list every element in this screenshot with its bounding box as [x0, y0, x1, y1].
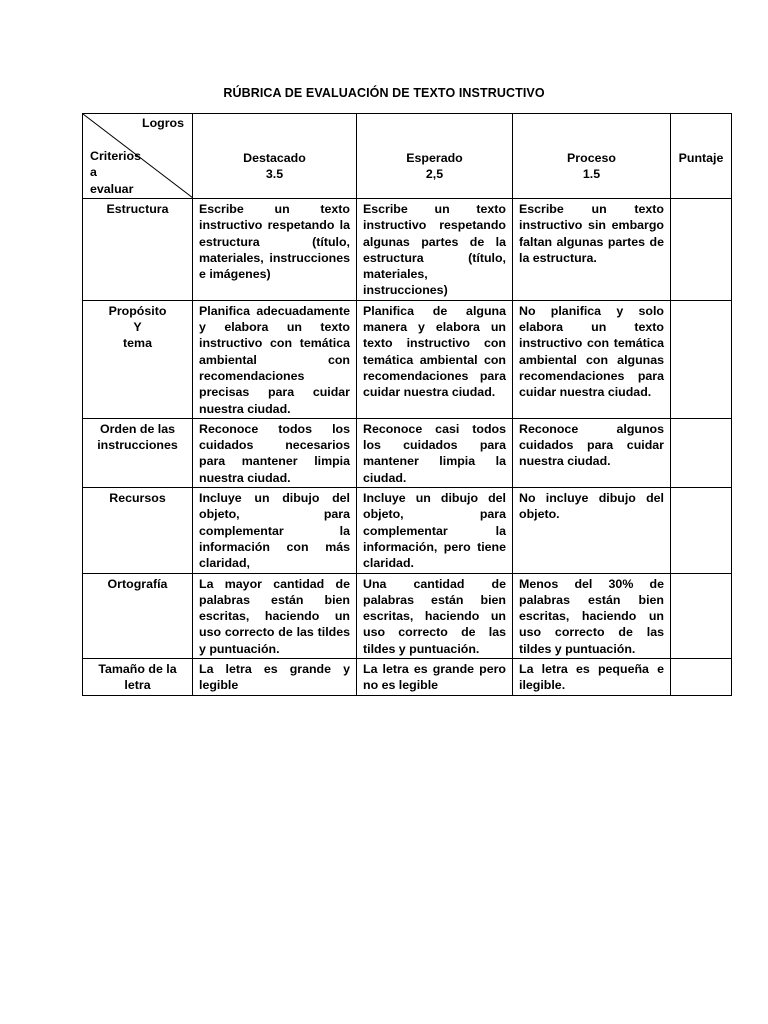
descriptor-proceso: Menos del 30% de palabras están bien escritas, haciendo un uso correcto de las tildes y puntuación. — [513, 573, 671, 658]
table-row — [83, 418, 732, 487]
level-header-esperado — [357, 114, 513, 199]
descriptor-destacado: Escribe un texto instructivo respetando la estructura (título, materiales, instrucciones e imágenes) — [193, 199, 357, 301]
criterion-label: Ortografía — [107, 576, 168, 591]
descriptor-proceso: Escribe un texto instructivo sin embargo faltan algunas partes de la estructura. — [513, 199, 671, 301]
descriptor-proceso: La letra es pequeña e ilegible. — [513, 659, 671, 696]
descriptor-proceso: No incluye dibujo del objeto. — [513, 488, 671, 573]
criterion-cell — [83, 300, 193, 418]
level-score: 3.5 — [265, 167, 284, 182]
table-row — [83, 199, 732, 301]
descriptor-destacado: La letra es grande y legible — [193, 659, 357, 696]
criterion-cell — [83, 418, 193, 487]
puntaje-label: Puntaje — [678, 151, 724, 165]
corner-header-cell — [83, 114, 193, 199]
rubric-table — [82, 113, 732, 696]
header-row — [83, 114, 732, 199]
criterion-cell — [83, 199, 193, 301]
table-row — [83, 573, 732, 658]
descriptor-proceso: No planifica y solo elabora un texto instructivo con temática ambiental con algunas recomendaciones para cuidar nuestra ciudad. — [513, 300, 671, 418]
criterios-label: Criterios a evaluar — [90, 149, 141, 196]
puntaje-header — [671, 114, 732, 199]
level-name: Proceso — [567, 151, 616, 165]
criterion-label: Tamaño de la — [98, 662, 177, 677]
descriptor-esperado: Escribe un texto instructivo respetando algunas partes de la estructura (título, materiales, instrucciones) — [357, 199, 513, 301]
criterion-label: Y — [133, 320, 142, 335]
criterion-cell — [83, 659, 193, 696]
puntaje-cell — [671, 300, 732, 418]
level-score: 2,5 — [425, 167, 444, 182]
descriptor-esperado: La letra es grande pero no es legible — [357, 659, 513, 696]
logros-label: Logros — [142, 116, 184, 130]
descriptor-proceso: Reconoce algunos cuidados para cuidar nuestra ciudad. — [513, 418, 671, 487]
table-row — [83, 488, 732, 573]
descriptor-destacado: Planifica adecuadamente y elabora un texto instructivo con temática ambiental con recomendaciones precisas para cuidar nuestra ciudad. — [193, 300, 357, 418]
descriptor-esperado: Planifica de alguna manera y elabora un texto instructivo con temática ambiental con recomendaciones para cuidar nuestra ciudad. — [357, 300, 513, 418]
table-row — [83, 300, 732, 418]
criterion-label: letra — [124, 678, 151, 693]
descriptor-destacado: La mayor cantidad de palabras están bien escritas, haciendo un uso correcto de las tildes y puntuación. — [193, 573, 357, 658]
criterion-label: tema — [123, 336, 152, 351]
criterion-label: instrucciones — [97, 438, 178, 453]
criterion-cell — [83, 573, 193, 658]
level-header-proceso — [513, 114, 671, 199]
descriptor-esperado: Reconoce casi todos los cuidados para mantener limpia la ciudad. — [357, 418, 513, 487]
level-score: 1.5 — [582, 167, 601, 182]
criterion-label: Propósito — [108, 303, 167, 318]
criterion-label: Recursos — [109, 491, 166, 506]
criterion-label: Estructura — [106, 202, 169, 216]
descriptor-esperado: Incluye un dibujo del objeto, para complementar la información, pero tiene claridad. — [357, 488, 513, 573]
criterion-cell — [83, 488, 193, 573]
puntaje-cell — [671, 199, 732, 301]
level-header-destacado — [193, 114, 357, 199]
descriptor-destacado: Reconoce todos los cuidados necesarios para mantener limpia nuestra ciudad. — [193, 418, 357, 487]
puntaje-cell — [671, 418, 732, 487]
puntaje-cell — [671, 488, 732, 573]
document-title: RÚBRICA DE EVALUACIÓN DE TEXTO INSTRUCTIVO — [223, 86, 545, 100]
descriptor-destacado: Incluye un dibujo del objeto, para complementar la información con más claridad, — [193, 488, 357, 573]
puntaje-cell — [671, 573, 732, 658]
level-name: Esperado — [406, 151, 463, 165]
level-name: Destacado — [243, 151, 306, 165]
table-row — [83, 659, 732, 696]
criterion-label: Orden de las — [99, 421, 176, 436]
descriptor-esperado: Una cantidad de palabras están bien escritas, haciendo un uso correcto de las tildes y puntuación. — [357, 573, 513, 658]
puntaje-cell — [671, 659, 732, 696]
